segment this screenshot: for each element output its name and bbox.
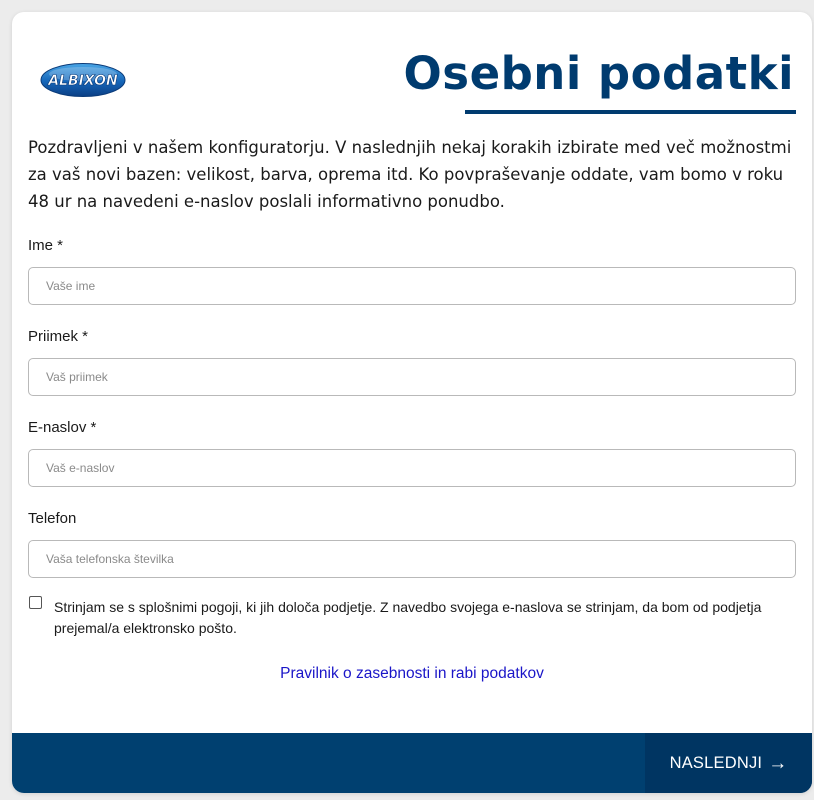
arrow-right-icon: → bbox=[768, 752, 788, 774]
next-button[interactable] bbox=[645, 733, 812, 793]
intro-text: Pozdravljeni v našem konfiguratorju. V naslednjih nekaj korakih izbirate med več možnostmi za vaš novi bazen: velikost, barva, oprema itd. Ko povpraševanje oddate, vam bomo v roku 48 ur na navedeni e-naslov poslali informativno ponudbo. bbox=[28, 138, 792, 211]
title-underline bbox=[465, 110, 796, 114]
page-title: Osebni podatki bbox=[403, 47, 794, 100]
consent-checkbox[interactable] bbox=[29, 596, 42, 609]
phone-label: Telefon bbox=[28, 510, 77, 527]
email-label: E-naslov * bbox=[28, 419, 97, 436]
privacy-policy-link[interactable]: Pravilnik o zasebnosti in rabi podatkov bbox=[280, 665, 544, 682]
footer-bar bbox=[12, 733, 812, 793]
next-button-label: NASLEDNJI bbox=[669, 753, 763, 772]
last-name-input[interactable] bbox=[28, 358, 796, 396]
page-header bbox=[404, 46, 796, 114]
form-card bbox=[12, 12, 812, 793]
email-input[interactable] bbox=[28, 449, 796, 487]
consent-text: Strinjam se s splošnimi pogoji, ki jih določa podjetje. Z navedbo svojega e-naslova se strinjam, da bom od podjetja prejemal/a elektronsko pošto. bbox=[54, 599, 762, 636]
first-name-input[interactable] bbox=[28, 267, 796, 305]
albixon-logo bbox=[40, 62, 126, 98]
phone-input[interactable] bbox=[28, 540, 796, 578]
last-name-label: Priimek * bbox=[28, 328, 89, 345]
logo-text: ALBIXON bbox=[48, 73, 118, 89]
first-name-label: Ime * bbox=[28, 237, 64, 254]
